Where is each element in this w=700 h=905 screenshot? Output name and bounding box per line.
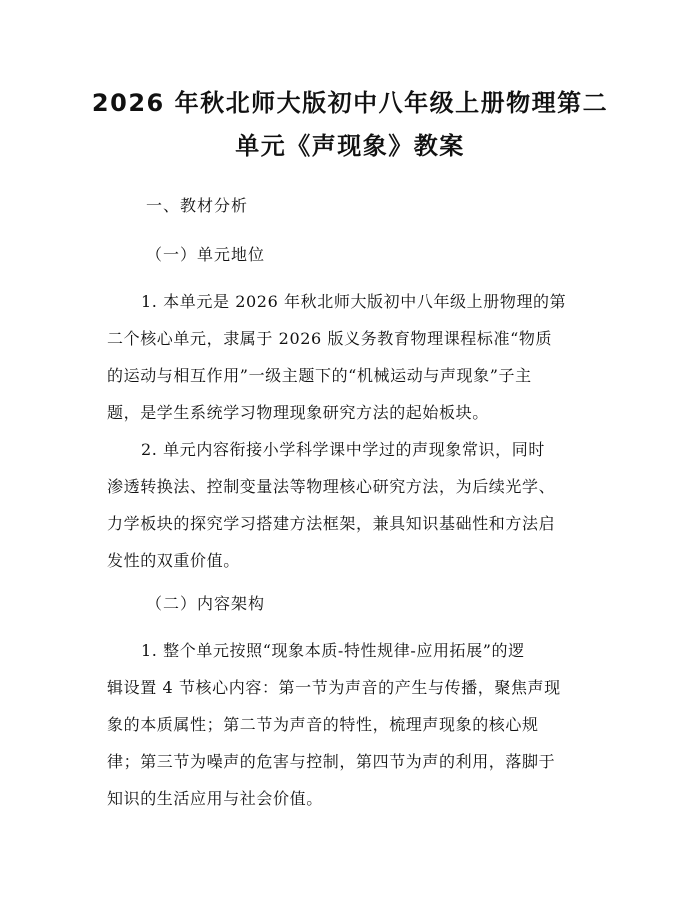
paragraph-line: 2. 单元内容衔接小学科学课中学过的声现象常识，同时 (141, 440, 545, 459)
paragraph-line: 力学板块的探究学习搭建方法框架，兼具知识基础性和方法启 (107, 514, 556, 533)
document-title-line-1: 2026 年秋北师大版初中八年级上册物理第二 (91, 89, 609, 117)
document-title-line-2: 单元《声现象》教案 (235, 132, 465, 160)
paragraph-line: 题，是学生系统学习物理现象研究方法的起始板块。 (107, 403, 489, 422)
subsection-heading-content-structure: （二）内容架构 (146, 594, 266, 613)
paragraph-content-structure-1 (107, 632, 597, 817)
paragraph-line: 发性的双重价值。 (107, 551, 240, 570)
paragraph-line: 渗透转换法、控制变量法等物理核心研究方法，为后续光学、 (107, 477, 556, 496)
paragraph-line: 的运动与相互作用”一级主题下的“机械运动与声现象”子主 (107, 366, 532, 385)
subsection-heading-unit-position: （一）单元地位 (146, 245, 266, 264)
paragraph-line: 二个核心单元，隶属于 2026 版义务教育物理课程标准“物质 (107, 329, 553, 348)
paragraph-line: 辑设置 4 节核心内容：第一节为声音的产生与传播，聚焦声现 (107, 678, 561, 697)
paragraph-line: 知识的生活应用与社会价值。 (107, 789, 323, 808)
paragraph-unit-position-2 (107, 431, 597, 579)
section-heading-textbook-analysis: 一、教材分析 (146, 196, 249, 215)
paragraph-line: 象的本质属性；第二节为声音的特性，梳理声现象的核心规 (107, 715, 539, 734)
paragraph-line: 律；第三节为噪声的危害与控制，第四节为声的利用，落脚于 (107, 752, 556, 771)
paragraph-line: 1. 整个单元按照“现象本质-特性规律-应用拓展”的逻 (141, 641, 525, 660)
paragraph-line: 1. 本单元是 2026 年秋北师大版初中八年级上册物理的第 (141, 292, 567, 311)
paragraph-unit-position-1 (107, 283, 597, 431)
